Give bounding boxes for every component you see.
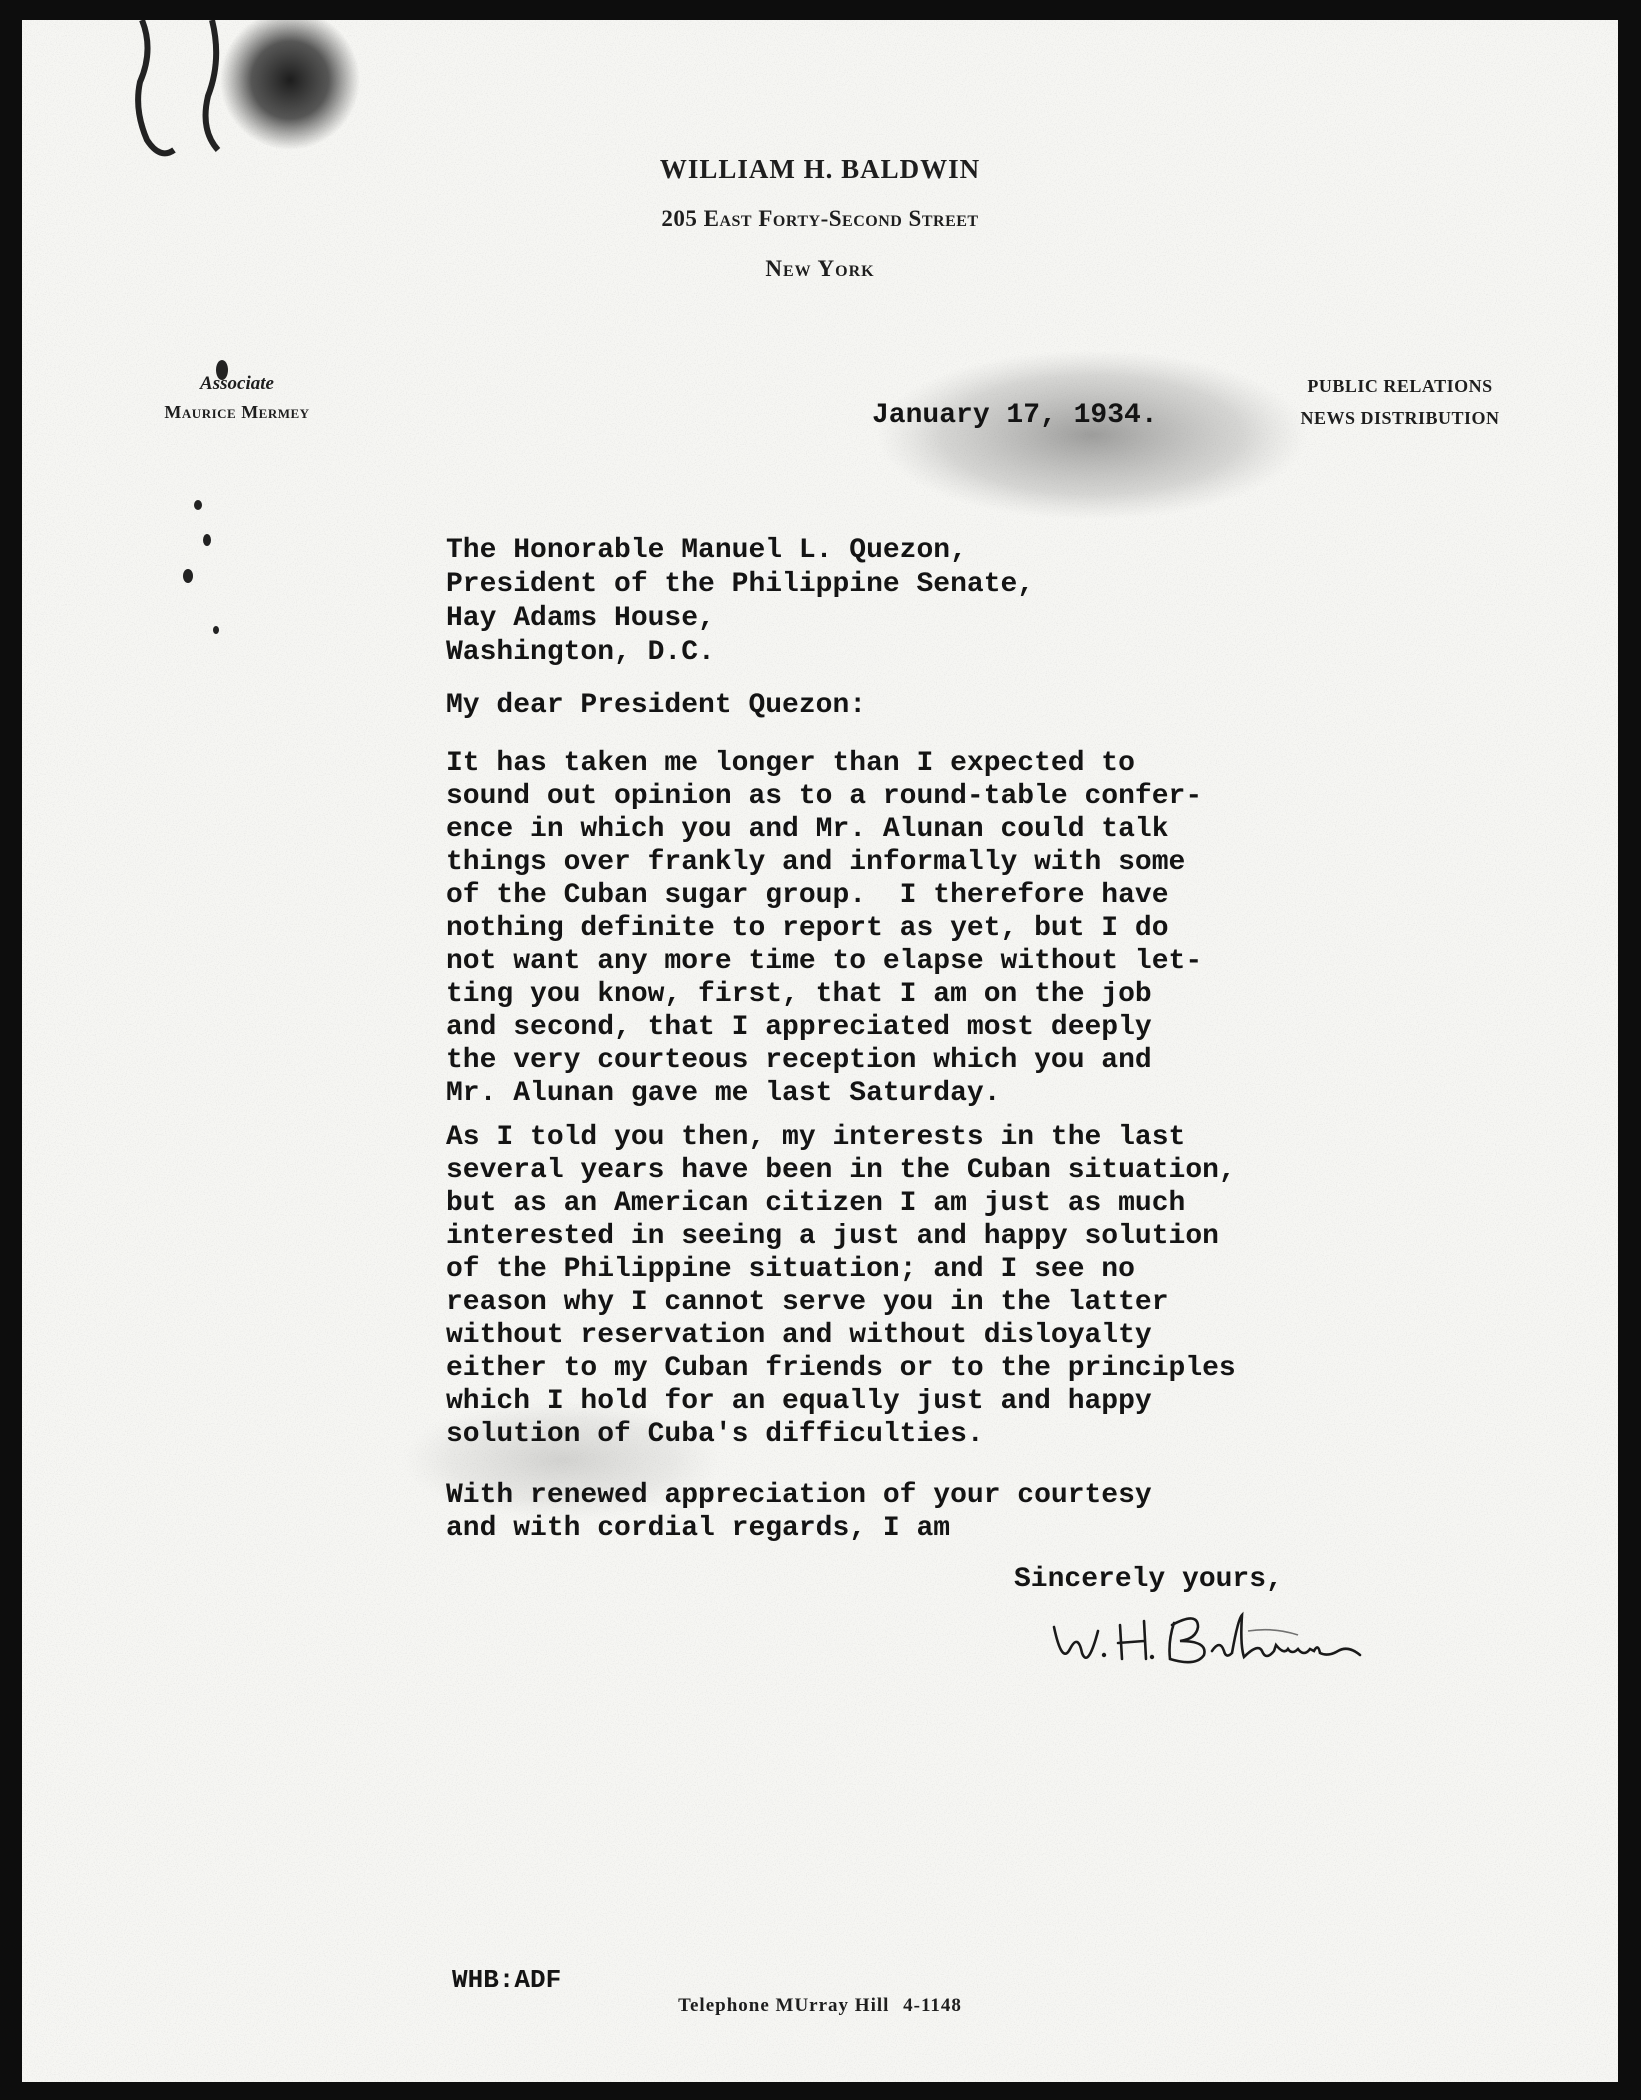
body-paragraph: With renewed appreciation of your courtesy and with cordial regards, I am	[446, 1480, 1152, 1544]
services-block	[1280, 370, 1520, 434]
service-news-distribution: NEWS DISTRIBUTION	[1300, 408, 1500, 428]
letterhead-city: New York	[765, 256, 875, 281]
body-paragraph: It has taken me longer than I expected to sound out opinion as to a round-table confer- ence in which you and Mr. Alunan could talk things over frankly and informally with some of the Cuban sugar group. I therefore have nothing definite to report as yet, but I do not want any more time to elapse without let- ting you know, first, that I am on the job and second, that I appreciated most deeply the very courteous reception which you and Mr. Alunan gave me last Saturday.	[446, 748, 1203, 1109]
footer-phone	[22, 1995, 1618, 2017]
body-paragraph: As I told you then, my interests in the last several years have been in the Cuban situation, but as an American citizen I am just as much interested in seeing a just and happy solution of the Philippine situation; and I see no reason why I cannot serve you in the latter without reservation and without disloyalty either to my Cuban friends or to the principles which I hold for an equally just and happy solution of Cuba's difficulties.	[446, 1122, 1236, 1450]
typist-reference: WHB:ADF	[452, 1965, 562, 1995]
letter-page	[22, 20, 1618, 2082]
recipient-line: Washington, D.C.	[446, 637, 715, 668]
handwritten-signature	[1048, 1605, 1378, 1675]
letter-date: January 17, 1934.	[872, 400, 1158, 431]
associate-block	[132, 370, 342, 426]
recipient-line: Hay Adams House,	[446, 603, 715, 634]
salutation: My dear President Quezon:	[446, 690, 867, 721]
phone-label: Telephone MUrray Hill	[678, 1995, 890, 2016]
recipient-line: The Honorable Manuel L. Quezon,	[446, 535, 967, 566]
recipient-address	[446, 534, 1034, 670]
associate-name: Maurice Mermey	[164, 402, 310, 422]
associate-label: Associate	[200, 373, 274, 394]
service-public-relations: PUBLIC RELATIONS	[1307, 376, 1493, 396]
letterhead-name: WILLIAM H. BALDWIN	[659, 154, 981, 184]
letterhead-street: 205 East Forty-Second Street	[661, 206, 979, 231]
phone-number: 4-1148	[903, 1995, 962, 2016]
closing: Sincerely yours,	[1014, 1564, 1283, 1595]
recipient-line: President of the Philippine Senate,	[446, 569, 1035, 600]
stamp-smudge-mark	[877, 350, 1307, 520]
